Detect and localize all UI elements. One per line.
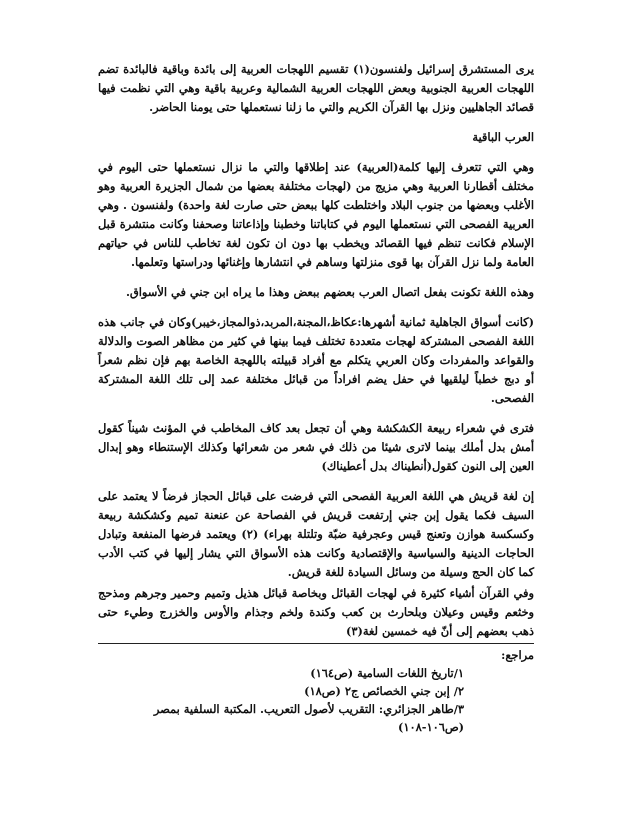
reference-item: ٣/طاهر الجزائري: التقريب لأصول التعريب. المكتبة السلفية بمصر (ص١٠٦-١٠٨)	[153, 702, 464, 734]
paragraph-quraysh: إن لغة قريش هي اللغة العربية الفصحى التي فرضت على قبائل الحجاز فرضاً لا يعتمد على السيف فكما يقول إبن جني إرتفعت قريش في الفصاحة عن عنعنة تميم وكشكشة ربيعة وكسكسة هوازن وتعنج قيس وعجرفية ضبّة وتلتلة بهراء) (٢) ويعتمد فرضها المنفعة وتبادل الحاجات الدينية والسياسية والإقتصادية وكانت هذه الأسواق التي يشار إليها في كتب الأدب كما كان الحج وسيلة من وسائل السيادة للغة قريش.	[98, 489, 534, 579]
reference-item: ٢/ إبن جني الخصائص ج٢ (ص١٨)	[304, 684, 464, 698]
reference-item: ١/تاريخ اللغات السامية (ص١٦٤)	[310, 666, 464, 680]
paragraph-markets: (كانت أسواق الجاهلية ثمانية أشهرها:عكاظ،المجنة،المربد،ذوالمجاز،خيبر)وكان في جانب هذه اللغة الفصحى المشتركة لهجات متعددة تختلف فيما بينها في كثير من مظاهر الصوت والدلالة والقواعد والمفردات وكان العربي يتكلم مع أفراد قبيلته باللهجة الخاصة بهم فإن نظم شعراً أو دبج خطباً ليلقيها في حفل يضم افراداً من قبائل مختلفة عمد إلى تلك اللغة المشتركة الفصحى.	[98, 315, 534, 405]
section-heading: العرب الباقية	[472, 130, 534, 144]
references-title: مراجع:	[501, 648, 534, 662]
paragraph-markets-intro: وهذه اللغة تكونت بفعل اتصال العرب بعضهم ببعض وهذا ما يراه ابن جني في الأسواق.	[125, 285, 534, 299]
paragraph-kashkasha: فترى في شعراء ربيعة الكشكشة وهي أن تجعل بعد كاف المخاطب في المؤنث شيناً كقول أمش بدل أملك بينما لاترى شيئا من ذلك في شعر من شعرائها وكذلك الإستنطاء وهو إبدال العين إلى النون كقول(أنطيناك بدل أعطيناك)	[98, 421, 534, 473]
paragraph-quran-dialects: وفي القرآن أشياء كثيرة في لهجات القبائل وبخاصة قبائل هذيل وتميم وحمير وجرهم ومذحج وخثعم وقيس وعيلان وبلحارث بن كعب وكندة ولخم وجذام والأوس والخزرج وطيء حتى ذهب بعضهم إلى أنّ فيه خمسين لغة(٣)	[98, 586, 534, 638]
paragraph-fusha: وهي التي تتعرف إليها كلمة(العربية) عند إطلاقها والتي ما نزال نستعملها حتى اليوم في مختلف أقطارنا العربية وهي مزيج من (لهجات مختلفة بعضها من شمال الجزيرة العربية وهو الأغلب وبعضها من جنوب البلاد واختلطت كلها ببعض حتى صارت لغة واحدة) ولفنسون . وهي العربية الفصحى التي نستعملها اليوم في كتاباتنا وخطبنا وإذاعاتنا وصحفنا وكانت منتشرة قبل الإسلام فكانت تنظم فيها القصائد ويخطب بها دون ان تكون لغة تخاطب للناس في حياتهم العامة ولما نزل القرآن بها قوى منزلتها وساهم في انتشارها وإغنائها ودراستها وتعلمها.	[98, 160, 534, 269]
references-list	[98, 664, 534, 736]
paragraph-intro: يرى المستشرق إسرائيل ولفنسون(١) تقسيم اللهجات العربية إلى بائدة وباقية فالبائدة تضم اللهجات العربية الجنوبية وبعض اللهجات العربية الشمالية وعربية باقية وهي التي نظمت فيها قصائد الجاهليين ونزل بها القرآن الكريم والتي ما زلنا نستعملها حتى يومنا الحاضر.	[98, 62, 534, 114]
references-section	[98, 646, 534, 736]
references-divider	[98, 643, 534, 644]
